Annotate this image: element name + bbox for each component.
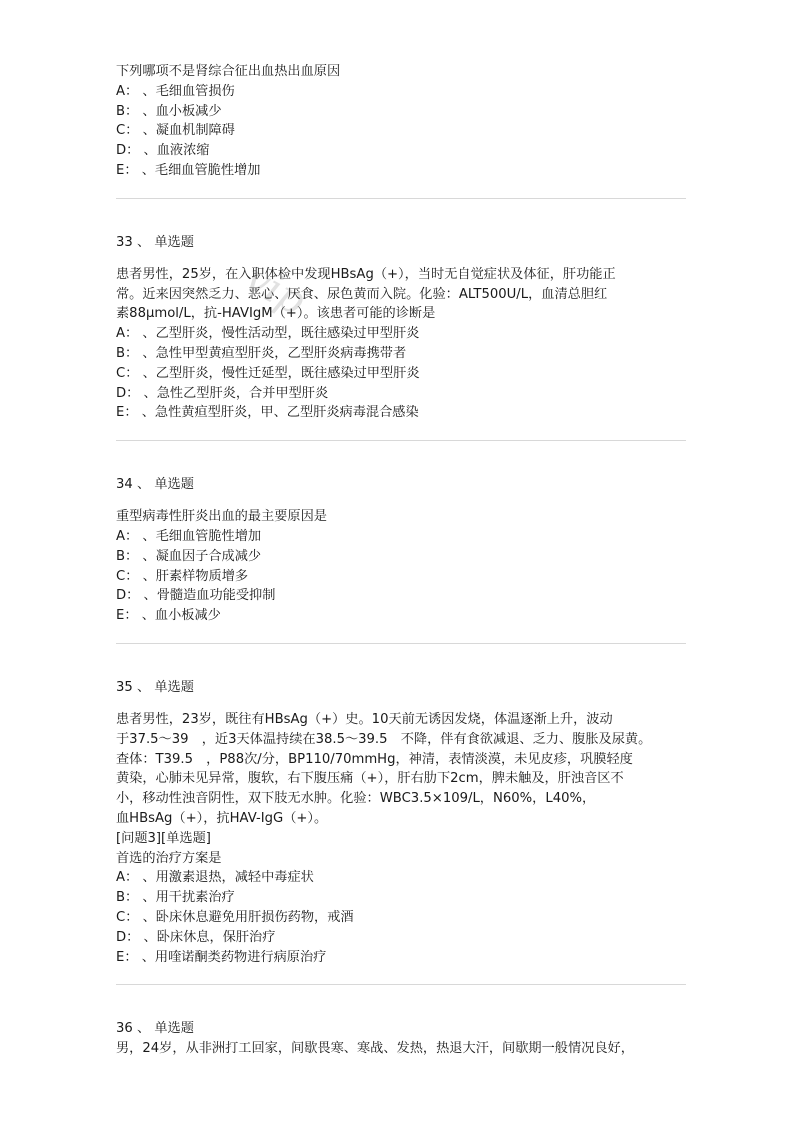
divider <box>116 440 686 441</box>
question-stem-line: 男，24岁，从非洲打工回家，间歇畏寒、寒战、发热，热退大汗，间歇期一般情况良好， <box>116 1041 634 1057</box>
question-subheader: [问题3][单选题] <box>116 830 211 846</box>
option-a: A： 、用激素退热，减轻中毒症状 <box>116 870 314 886</box>
question-stem-line: 于37.5～39 ，近3天体温持续在38.5～39.5 不降，伴有食欲减退、乏力、腹胀及尿黄。 <box>116 731 652 747</box>
question-34 <box>116 475 686 626</box>
document-page <box>116 62 686 1059</box>
question-stem-line: 黄染，心肺未见异常，腹软，右下腹压痛（+），肝右肋下2cm，脾未触及，肝浊音区不 <box>116 771 624 787</box>
question-stem: 下列哪项不是肾综合征出血热出血原因 <box>116 64 341 79</box>
question-stem-line: 血HBsAg（+），抗HAV-IgG（+）。 <box>116 810 328 826</box>
question-stem-line: 患者男性，23岁，既往有HBsAg（+）史。10天前无诱因发烧，体温逐渐上升，波动 <box>116 711 613 727</box>
question-stem-line: 素88μmol/L，抗-HAVIgM（+）。该患者可能的诊断是 <box>116 306 436 322</box>
option-e: E： 、用喹诺酮类药物进行病原治疗 <box>116 949 327 965</box>
option-c: C： 、肝素样物质增多 <box>116 568 249 584</box>
question-header: 36 、 单选题 <box>116 1021 194 1037</box>
option-a: A： 、毛细血管损伤 <box>116 83 235 99</box>
question-stem-line: 患者男性，25岁，在入职体检中发现HBsAg（+），当时无自觉症状及体征，肝功能正 <box>116 266 616 282</box>
question-header: 33 、 单选题 <box>116 234 194 250</box>
divider <box>116 643 686 644</box>
divider <box>116 984 686 985</box>
question-35 <box>116 678 686 967</box>
question-stem-line: 小，移动性浊音阴性，双下肢无水肿。化验：WBC3.5×109/L，N60%，L40%， <box>116 791 596 807</box>
watermark: vip <box>237 255 313 325</box>
option-b: B： 、凝血因子合成减少 <box>116 548 262 564</box>
option-b: B： 、急性甲型黄疸型肝炎，乙型肝炎病毒携带者 <box>116 345 407 361</box>
option-d: D： 、卧床休息，保肝治疗 <box>116 929 276 945</box>
option-e: E： 、血小板减少 <box>116 608 221 624</box>
option-a: A： 、乙型肝炎，慢性活动型，既往感染过甲型肝炎 <box>116 326 420 342</box>
question-36 <box>116 1019 686 1059</box>
question-header: 34 、 单选题 <box>116 477 194 493</box>
question-32 <box>116 62 686 181</box>
divider <box>116 198 686 199</box>
option-d: D： 、骨髓造血功能受抑制 <box>116 588 276 604</box>
option-d: D： 、急性乙型肝炎，合并甲型肝炎 <box>116 385 329 401</box>
option-c: C： 、卧床休息避免用肝损伤药物，戒酒 <box>116 909 354 925</box>
question-stem-line: 常。近来因突然乏力、恶心、厌食、尿色黄而入院。化验：ALT500U/L，血清总胆红 <box>116 286 608 302</box>
option-a: A： 、毛细血管脆性增加 <box>116 528 262 544</box>
question-stem-line: 首选的治疗方案是 <box>116 850 222 866</box>
question-header: 35 、 单选题 <box>116 679 194 695</box>
option-e: E： 、毛细血管脆性增加 <box>116 162 261 178</box>
option-d: D： 、血液浓缩 <box>116 143 210 159</box>
option-e: E： 、急性黄疸型肝炎，甲、乙型肝炎病毒混合感染 <box>116 405 419 421</box>
option-b: B： 、血小板减少 <box>116 103 222 119</box>
question-stem-line: 查体：T39.5 ，P88次/分，BP110/70mmHg，神清，表情淡漠，未见皮疹，巩膜轻度 <box>116 751 633 767</box>
option-c: C： 、乙型肝炎，慢性迁延型，既往感染过甲型肝炎 <box>116 365 420 381</box>
option-b: B： 、用干扰素治疗 <box>116 890 235 906</box>
option-c: C： 、凝血机制障碍 <box>116 123 235 139</box>
question-stem: 重型病毒性肝炎出血的最主要原因是 <box>116 509 327 525</box>
question-33 <box>116 233 686 423</box>
